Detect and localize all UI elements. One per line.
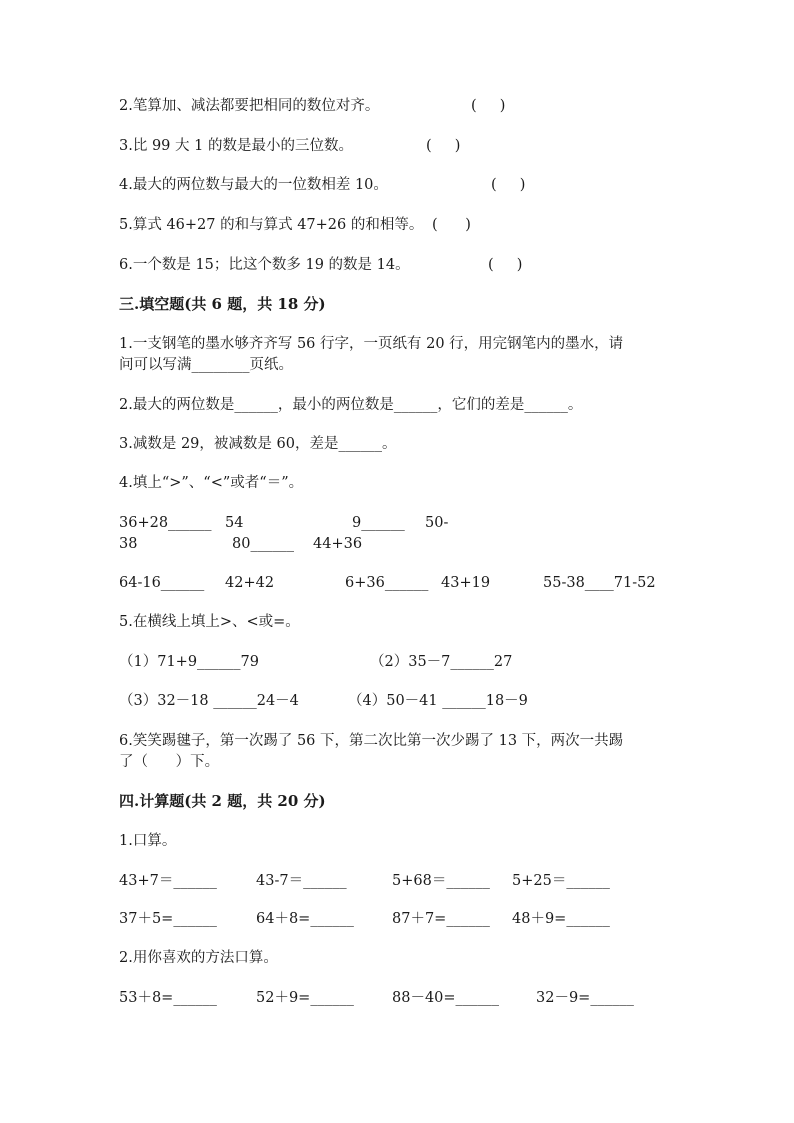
mental-math-item[interactable]: 88－40=______	[392, 990, 500, 1006]
tf-answer-paren-6[interactable]: ( )	[488, 257, 523, 273]
mental-math-item[interactable]: 52＋9=______	[256, 990, 354, 1006]
tf-question-4: 4.最大的两位数与最大的一位数相差 10。	[119, 177, 388, 193]
compare-item: 44+36	[313, 536, 363, 552]
tf-answer-paren-2[interactable]: ( )	[471, 98, 506, 114]
compare-item[interactable]: （1）71+9______79	[119, 654, 260, 670]
mental-math-item[interactable]: 48＋9=______	[512, 911, 610, 927]
fill-question-3: 3.减数是 29，被减数是 60，差是______。	[119, 436, 397, 452]
compare-item[interactable]: 9______	[352, 515, 405, 531]
compare-item: 42+42	[225, 575, 275, 591]
fill-question-1-line2: 问可以写满________页纸。	[119, 357, 293, 373]
compare-item[interactable]: （3）32－18 ______24－4	[119, 693, 299, 709]
compare-item[interactable]: 6+36______	[345, 575, 429, 591]
mental-math-item[interactable]: 53＋8=______	[119, 990, 217, 1006]
tf-question-5: 5.算式 46+27 的和与算式 47+26 的和相等。	[119, 217, 424, 233]
section-heading-calc: 四.计算题(共 2 题，共 20 分)	[119, 792, 326, 810]
fill-question-5: 5.在横线上填上>、<或=。	[119, 614, 300, 630]
fill-question-4: 4.填上“>”、“<”或者“＝”。	[119, 475, 304, 491]
mental-math-item[interactable]: 43+7＝______	[119, 873, 217, 889]
tf-question-6: 6.一个数是 15；比这个数多 19 的数是 14。	[119, 257, 410, 273]
calc-question-2: 2.用你喜欢的方法口算。	[119, 950, 278, 966]
tf-question-2: 2.笔算加、减法都要把相同的数位对齐。	[119, 98, 380, 114]
compare-item: 38	[119, 536, 138, 552]
mental-math-item[interactable]: 5+25＝______	[512, 873, 610, 889]
compare-item[interactable]: 55-38____71-52	[543, 575, 656, 591]
mental-math-item[interactable]: 32－9=______	[536, 990, 634, 1006]
compare-item[interactable]: 80______	[232, 536, 294, 552]
mental-math-item[interactable]: 87＋7=______	[392, 911, 490, 927]
tf-answer-paren-5[interactable]: ( )	[432, 217, 471, 233]
section-heading-fill: 三.填空题(共 6 题，共 18 分)	[119, 295, 326, 313]
calc-question-1: 1.口算。	[119, 833, 177, 849]
tf-answer-paren-4[interactable]: ( )	[491, 177, 526, 193]
compare-item[interactable]: 36+28______	[119, 515, 212, 531]
compare-item[interactable]: （4）50－41 ______18－9	[348, 693, 528, 709]
compare-item: 50-	[425, 515, 449, 531]
mental-math-item[interactable]: 5+68＝______	[392, 873, 490, 889]
tf-answer-paren-3[interactable]: ( )	[426, 138, 461, 154]
fill-question-6-line1: 6.笑笑踢毽子，第一次踢了 56 下，第二次比第一次少踢了 13 下，两次一共踢	[119, 733, 624, 749]
fill-question-1-line1: 1.一支钢笔的墨水够齐齐写 56 行字，一页纸有 20 行，用完钢笔内的墨水，请	[119, 336, 624, 352]
compare-item[interactable]: （2）35－7______27	[370, 654, 513, 670]
tf-question-3: 3.比 99 大 1 的数是最小的三位数。	[119, 138, 353, 154]
compare-item: 54	[225, 515, 244, 531]
fill-question-6-line2: 了（ ）下。	[119, 754, 220, 770]
compare-item: 43+19	[441, 575, 491, 591]
compare-item[interactable]: 64-16______	[119, 575, 205, 591]
fill-question-2: 2.最大的两位数是______，最小的两位数是______，它们的差是______。	[119, 397, 583, 413]
mental-math-item[interactable]: 37＋5=______	[119, 911, 217, 927]
mental-math-item[interactable]: 64＋8=______	[256, 911, 354, 927]
mental-math-item[interactable]: 43-7＝______	[256, 873, 347, 889]
